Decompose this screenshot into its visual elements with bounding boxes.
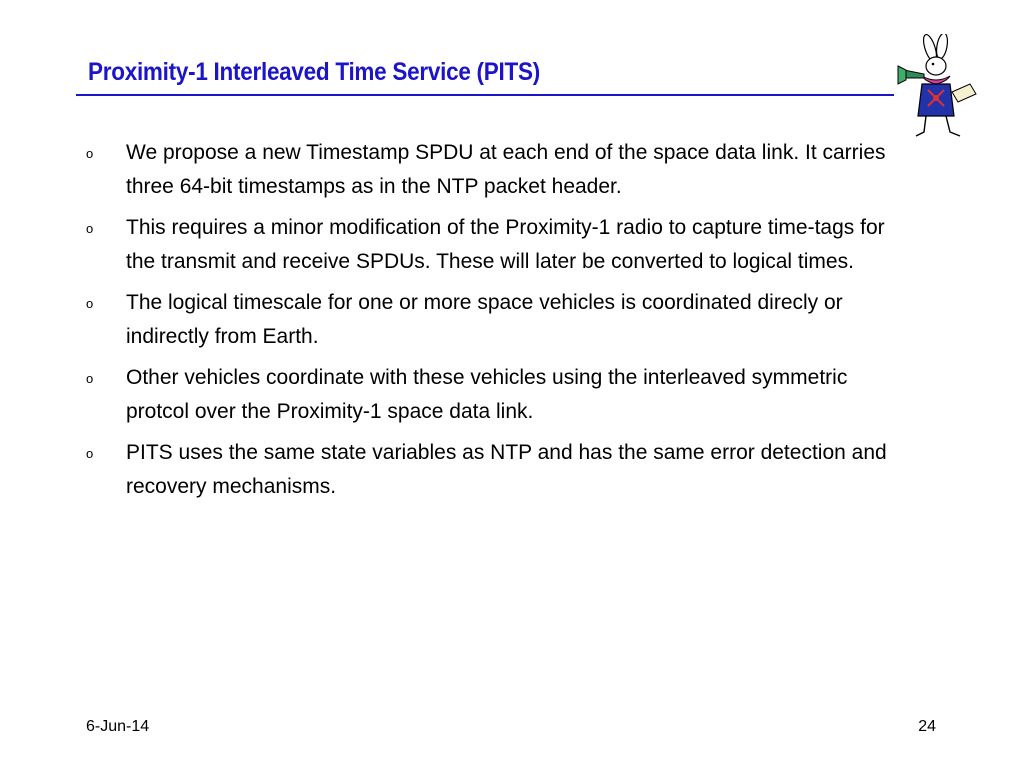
bullet-marker: o	[86, 296, 94, 311]
bullet-marker: o	[86, 221, 94, 236]
bullet-text: Other vehicles coordinate with these vehicles using the interleaved symmetric protcol over the Proximity-1 space data link.	[126, 366, 848, 423]
page-number: 24	[918, 718, 936, 735]
bullet-item	[86, 361, 916, 429]
bullet-text: This requires a minor modification of the Proximity-1 radio to capture time-tags for the transmit and receive SPDUs. These will later be converted to logical times.	[126, 216, 885, 273]
title-underline	[76, 94, 894, 96]
bullet-text: The logical timescale for one or more space vehicles is coordinated direcly or indirectly from Earth.	[126, 291, 843, 348]
bullet-item	[86, 136, 916, 204]
bullet-marker: o	[86, 146, 94, 161]
bullet-text: We propose a new Timestamp SPDU at each end of the space data link. It carries three 64-bit timestamps as in the NTP packet header.	[126, 141, 886, 198]
bullet-text: PITS uses the same state variables as NTP and has the same error detection and recovery mechanisms.	[126, 441, 887, 498]
bullet-item	[86, 436, 916, 504]
slide-title: Proximity-1 Interleaved Time Service (PITS)	[88, 58, 540, 86]
bullet-marker: o	[86, 371, 94, 386]
footer-date: 6-Jun-14	[86, 718, 150, 735]
white-rabbit-icon	[896, 34, 980, 140]
bullet-marker: o	[86, 446, 94, 461]
bullet-item	[86, 286, 916, 354]
bullet-item	[86, 211, 916, 279]
bullet-list	[86, 136, 916, 511]
